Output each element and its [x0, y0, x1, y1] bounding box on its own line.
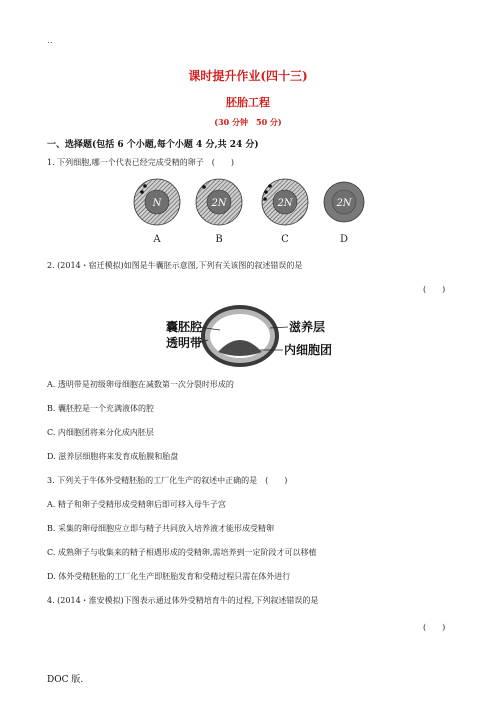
q2-option-a: A. 透明带是初级卵母细胞在减数第一次分裂时形成的 [47, 380, 234, 389]
label-zona: 透明带 [166, 336, 203, 350]
polar-body [143, 184, 147, 188]
q2-option-d: D. 滋养层细胞将来发育成胎膜和胎盘 [47, 452, 179, 461]
cell-c-nucleus: 2N [277, 198, 293, 209]
q1-cell-figure [128, 178, 368, 248]
q3-stem: 3. 下列关于牛体外受精胚胎的工厂化生产的叙述中正确的是 ( ) [47, 476, 288, 485]
polar-body [140, 190, 144, 194]
q4-stem: 4. (2014・淮安模拟)下图表示通过体外受精培育牛的过程,下列叙述错误的是 [47, 596, 319, 605]
q1-stem: 1. 下列细胞,哪一个代表已经完成受精的卵子 ( ) [47, 158, 234, 167]
cell-b-nucleus: 2N [211, 198, 227, 209]
cell-b-label: B [215, 234, 223, 245]
cell-d-nucleus: 2N [336, 198, 352, 209]
label-blastocoel: 囊胚腔 [166, 320, 203, 334]
q3-option-b: B. 采集的卵母细胞应立即与精子共同放入培养液才能形成受精卵 [47, 524, 274, 533]
q3-option-c: C. 成熟卵子与收集来的精子相遇形成的受精卵,需培养到一定阶段才可以移植 [47, 548, 317, 557]
cell-c-label: C [281, 234, 289, 245]
q2-option-b: B. 囊胚腔是一个充满液体的腔 [47, 404, 154, 413]
footer-text: DOC 版. [47, 675, 84, 685]
cell-d-label: D [339, 234, 349, 245]
polar-body [264, 190, 268, 194]
q3-option-d: D. 体外受精胚胎的工厂化生产即胚胎发育和受精过程只需在体外进行 [47, 572, 291, 581]
cell-a-label: A [153, 234, 161, 245]
cell-a-nucleus: N [152, 198, 162, 209]
q4-answer-paren: ( ) [423, 623, 446, 632]
label-icm: 内细胞团 [284, 343, 333, 357]
polar-body [202, 185, 206, 189]
header-dots: .. [47, 36, 53, 46]
section-heading: 一、选择题(包括 6 个小题,每个小题 4 分,共 24 分) [47, 140, 259, 150]
polar-body [268, 184, 272, 188]
page-subtitle: 胚胎工程 [226, 96, 270, 109]
cell-b [196, 179, 242, 245]
cell-c [262, 179, 308, 245]
cell-d [324, 182, 364, 245]
blastocyst-diagram [160, 300, 370, 368]
polar-body [263, 197, 267, 201]
q2-option-c: C. 内细胞团将来分化成内胚层 [47, 428, 154, 437]
q2-stem: 2. (2014・宿迁模拟)如图是牛囊胚示意图,下列有关该图的叙述错误的是 [47, 261, 303, 270]
q3-option-a: A. 精子和卵子受精形成受精卵后即可移入母牛子宫 [47, 500, 226, 509]
time-score: (30 分钟 50 分) [214, 117, 282, 127]
page-title: 课时提升作业(四十三) [188, 69, 308, 83]
q2-answer-paren: ( ) [423, 285, 446, 294]
label-trophoblast: 滋养层 [289, 320, 326, 334]
cell-a [134, 179, 180, 245]
